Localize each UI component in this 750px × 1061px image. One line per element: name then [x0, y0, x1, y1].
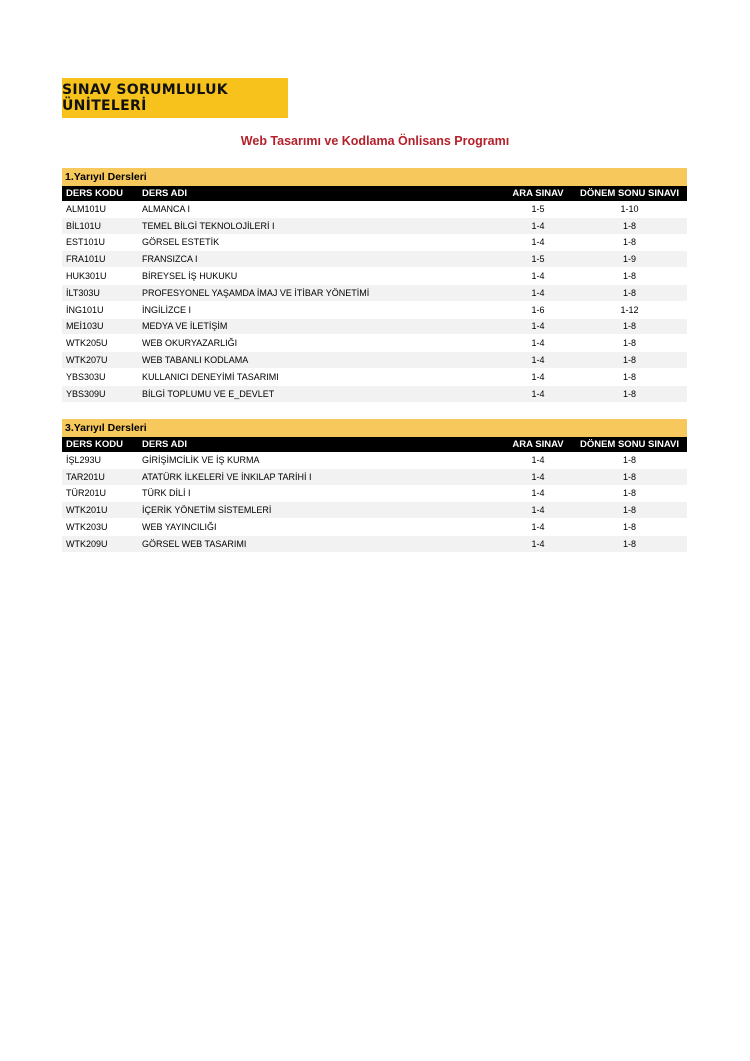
col-name-header: DERS ADI — [138, 186, 504, 201]
table-row — [62, 352, 687, 369]
banner-title: SINAV SORUMLULUK ÜNİTELERİ — [62, 82, 228, 114]
program-title: Web Tasarımı ve Kodlama Önlisans Programı — [240, 134, 510, 148]
mid-exam-units: 1-4 — [504, 385, 572, 402]
mid-exam-units: 1-4 — [504, 485, 572, 502]
course-code: BİL101U — [62, 217, 138, 234]
final-exam-units: 1-8 — [572, 352, 687, 369]
course-name: ALMANCA I — [138, 201, 504, 217]
table-header-row — [62, 437, 687, 452]
mid-exam-units: 1-4 — [504, 268, 572, 285]
col-name-header: DERS ADI — [138, 437, 504, 452]
col-code-header: DERS KODU — [62, 186, 138, 201]
mid-exam-units: 1-4 — [504, 217, 572, 234]
course-table — [62, 437, 687, 553]
final-exam-units: 1-10 — [572, 201, 687, 217]
table-row — [62, 485, 687, 502]
course-code: WTK203U — [62, 519, 138, 536]
col-final-header: DÖNEM SONU SINAVI — [572, 186, 687, 201]
table-row — [62, 468, 687, 485]
mid-exam-units: 1-4 — [504, 468, 572, 485]
course-table — [62, 186, 687, 403]
mid-exam-units: 1-4 — [504, 234, 572, 251]
final-exam-units: 1-8 — [572, 452, 687, 468]
table-row — [62, 335, 687, 352]
final-exam-units: 1-12 — [572, 301, 687, 318]
table-row — [62, 519, 687, 536]
final-exam-units: 1-8 — [572, 468, 687, 485]
final-exam-units: 1-8 — [572, 502, 687, 519]
table-row — [62, 318, 687, 335]
mid-exam-units: 1-5 — [504, 201, 572, 217]
course-code: İLT303U — [62, 284, 138, 301]
course-name: BİLGİ TOPLUMU VE E_DEVLET — [138, 385, 504, 402]
course-code: EST101U — [62, 234, 138, 251]
course-name: FRANSIZCA I — [138, 251, 504, 268]
course-code: YBS309U — [62, 385, 138, 402]
course-code: WTK209U — [62, 535, 138, 552]
table-row — [62, 535, 687, 552]
col-mid-header: ARA SINAV — [504, 437, 572, 452]
mid-exam-units: 1-5 — [504, 251, 572, 268]
final-exam-units: 1-8 — [572, 335, 687, 352]
course-code: MEİ103U — [62, 318, 138, 335]
course-code: TÜR201U — [62, 485, 138, 502]
col-code-header: DERS KODU — [62, 437, 138, 452]
mid-exam-units: 1-4 — [504, 368, 572, 385]
mid-exam-units: 1-4 — [504, 352, 572, 369]
table-row — [62, 385, 687, 402]
final-exam-units: 1-8 — [572, 485, 687, 502]
mid-exam-units: 1-6 — [504, 301, 572, 318]
course-name: BİREYSEL İŞ HUKUKU — [138, 268, 504, 285]
semester-title: 1.Yarıyıl Dersleri — [62, 168, 687, 186]
table-row — [62, 368, 687, 385]
table-row — [62, 217, 687, 234]
course-code: ALM101U — [62, 201, 138, 217]
course-name: KULLANICI DENEYİMİ TASARIMI — [138, 368, 504, 385]
mid-exam-units: 1-4 — [504, 284, 572, 301]
semester-1-section — [62, 168, 687, 403]
final-exam-units: 1-8 — [572, 385, 687, 402]
final-exam-units: 1-9 — [572, 251, 687, 268]
mid-exam-units: 1-4 — [504, 519, 572, 536]
final-exam-units: 1-8 — [572, 368, 687, 385]
final-exam-units: 1-8 — [572, 268, 687, 285]
mid-exam-units: 1-4 — [504, 452, 572, 468]
final-exam-units: 1-8 — [572, 535, 687, 552]
table-row — [62, 251, 687, 268]
table-header-row — [62, 186, 687, 201]
mid-exam-units: 1-4 — [504, 335, 572, 352]
final-exam-units: 1-8 — [572, 519, 687, 536]
course-code: İNG101U — [62, 301, 138, 318]
course-name: WEB YAYINCILIĞI — [138, 519, 504, 536]
course-code: WTK201U — [62, 502, 138, 519]
table-row — [62, 502, 687, 519]
course-name: TÜRK DİLİ I — [138, 485, 504, 502]
course-name: PROFESYONEL YAŞAMDA İMAJ VE İTİBAR YÖNETİMİ — [138, 284, 504, 301]
course-code: WTK207U — [62, 352, 138, 369]
course-code: HUK301U — [62, 268, 138, 285]
course-code: FRA101U — [62, 251, 138, 268]
course-name: ATATÜRK İLKELERİ VE İNKILAP TARİHİ I — [138, 468, 504, 485]
course-name: GİRİŞİMCİLİK VE İŞ KURMA — [138, 452, 504, 468]
semester-3-section — [62, 419, 687, 553]
course-name: GÖRSEL WEB TASARIMI — [138, 535, 504, 552]
table-row — [62, 234, 687, 251]
final-exam-units: 1-8 — [572, 234, 687, 251]
course-name: WEB TABANLI KODLAMA — [138, 352, 504, 369]
table-row — [62, 268, 687, 285]
table-row — [62, 284, 687, 301]
final-exam-units: 1-8 — [572, 217, 687, 234]
final-exam-units: 1-8 — [572, 318, 687, 335]
course-name: İNGİLİZCE I — [138, 301, 504, 318]
table-row — [62, 452, 687, 468]
mid-exam-units: 1-4 — [504, 318, 572, 335]
course-name: İÇERİK YÖNETİM SİSTEMLERİ — [138, 502, 504, 519]
course-name: WEB OKURYAZARLIĞI — [138, 335, 504, 352]
course-name: TEMEL BİLGİ TEKNOLOJİLERİ I — [138, 217, 504, 234]
header-banner — [62, 78, 288, 118]
course-code: TAR201U — [62, 468, 138, 485]
course-code: YBS303U — [62, 368, 138, 385]
col-mid-header: ARA SINAV — [504, 186, 572, 201]
table-row — [62, 201, 687, 217]
col-final-header: DÖNEM SONU SINAVI — [572, 437, 687, 452]
semester-title: 3.Yarıyıl Dersleri — [62, 419, 687, 437]
final-exam-units: 1-8 — [572, 284, 687, 301]
table-row — [62, 301, 687, 318]
course-code: İŞL293U — [62, 452, 138, 468]
course-name: MEDYA VE İLETİŞİM — [138, 318, 504, 335]
mid-exam-units: 1-4 — [504, 535, 572, 552]
course-name: GÖRSEL ESTETİK — [138, 234, 504, 251]
mid-exam-units: 1-4 — [504, 502, 572, 519]
course-code: WTK205U — [62, 335, 138, 352]
